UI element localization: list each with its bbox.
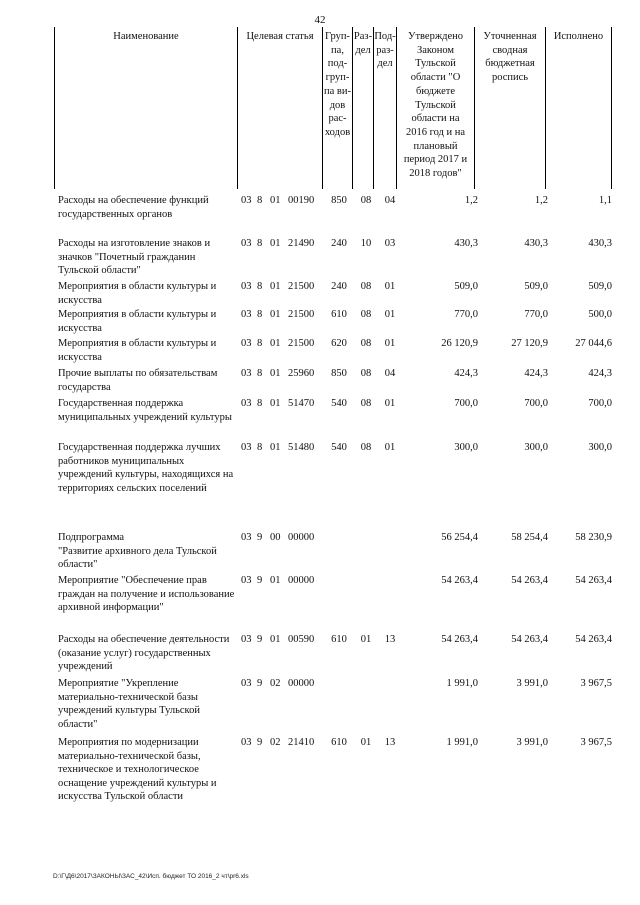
row-subsection: 01 [384, 398, 396, 409]
row-approved: 770,0 [454, 309, 478, 320]
row-subprogram: 9 [257, 634, 263, 645]
row-program: 03 [241, 238, 252, 249]
row-section: 08 [360, 195, 372, 206]
row-executed: 54 263,4 [575, 575, 612, 586]
row-event: 02 [270, 737, 281, 748]
row-executed: 3 967,5 [580, 737, 612, 748]
row-name: Мероприятия в области культуры и искусства [58, 309, 217, 334]
row-group: 240 [331, 238, 347, 249]
header-executed: Исполнено [545, 27, 612, 189]
row-direction: 51480 [288, 442, 315, 453]
row-executed: 700,0 [588, 398, 612, 409]
row-event: 01 [270, 195, 281, 206]
header-subsection: Под- раз- дел [373, 27, 396, 189]
row-program: 03 [241, 634, 252, 645]
row-subprogram: 9 [257, 575, 263, 586]
row-approved: 424,3 [454, 368, 478, 379]
row-subsection: 01 [384, 309, 396, 320]
row-approved: 430,3 [454, 238, 478, 249]
file-path-footer: D:\Г\Д6\2017\ЗАКОНЫ\ЗАС_42\Исп. бюджет ТО 2016_2 чт\pr6.xls [53, 873, 249, 880]
row-executed: 509,0 [588, 281, 612, 292]
row-refined: 300,0 [524, 442, 548, 453]
row-name: Расходы на изготовление знаков и значков "Почетный гражданин Тульской области" [58, 238, 211, 277]
row-group: 610 [331, 634, 347, 645]
row-approved: 509,0 [454, 281, 478, 292]
row-executed: 500,0 [588, 309, 612, 320]
row-subsection: 13 [384, 634, 396, 645]
header-target: Целевая статья [237, 27, 322, 189]
row-group: 610 [331, 737, 347, 748]
header-refined: Уточненная сводная бюджетная роспись [474, 27, 545, 189]
row-event: 01 [270, 281, 281, 292]
row-direction: 21500 [288, 281, 315, 292]
row-section: 01 [360, 634, 372, 645]
row-executed: 54 263,4 [575, 634, 612, 645]
row-name: Государственная поддержка лучших работников муниципальных учреждений культуры, находящихся на территориях сельских поселений [58, 442, 234, 494]
row-refined: 700,0 [524, 398, 548, 409]
row-name: Подпрограмма "Развитие архивного дела Тульской области" [58, 532, 217, 571]
row-program: 03 [241, 195, 252, 206]
row-name: Мероприятия в области культуры и искусства [58, 338, 217, 363]
row-section: 08 [360, 368, 372, 379]
row-subprogram: 8 [257, 398, 263, 409]
row-executed: 424,3 [588, 368, 612, 379]
row-name: Мероприятия по модернизации материально-технической базы, техническое и технологическое оснащение учреждений культуры и искусства Тульской области [58, 737, 217, 803]
page-number: 42 [314, 14, 326, 26]
row-section: 01 [360, 737, 372, 748]
row-direction: 21410 [288, 737, 315, 748]
row-group: 850 [331, 195, 347, 206]
row-event: 01 [270, 442, 281, 453]
row-section: 08 [360, 398, 372, 409]
row-refined: 3 991,0 [516, 737, 548, 748]
row-subprogram: 8 [257, 338, 263, 349]
row-program: 03 [241, 281, 252, 292]
row-approved: 1,2 [464, 195, 478, 206]
row-subsection: 01 [384, 442, 396, 453]
row-executed: 3 967,5 [580, 678, 612, 689]
row-subsection: 13 [384, 737, 396, 748]
row-event: 01 [270, 575, 281, 586]
row-approved: 56 254,4 [441, 532, 478, 543]
row-subsection: 04 [384, 195, 396, 206]
row-program: 03 [241, 368, 252, 379]
row-executed: 300,0 [588, 442, 612, 453]
row-subprogram: 8 [257, 238, 263, 249]
row-direction: 21490 [288, 238, 315, 249]
row-approved: 54 263,4 [441, 575, 478, 586]
row-direction: 51470 [288, 398, 315, 409]
row-subsection: 01 [384, 281, 396, 292]
row-approved: 1 991,0 [446, 678, 478, 689]
row-program: 03 [241, 532, 252, 543]
row-refined: 58 254,4 [511, 532, 548, 543]
row-program: 03 [241, 309, 252, 320]
row-subprogram: 8 [257, 309, 263, 320]
row-subprogram: 8 [257, 368, 263, 379]
row-name: Расходы на обеспечение деятельности (оказание услуг) государственных учреждений [58, 634, 230, 673]
row-group: 540 [331, 398, 347, 409]
row-program: 03 [241, 398, 252, 409]
row-name: Мероприятия в области культуры и искусства [58, 281, 217, 306]
row-event: 01 [270, 398, 281, 409]
row-refined: 509,0 [524, 281, 548, 292]
row-program: 03 [241, 338, 252, 349]
row-name: Государственная поддержка муниципальных учреждений культуры [58, 398, 232, 423]
row-event: 01 [270, 338, 281, 349]
row-event: 01 [270, 238, 281, 249]
row-refined: 770,0 [524, 309, 548, 320]
row-group: 240 [331, 281, 347, 292]
row-refined: 1,2 [534, 195, 548, 206]
row-group: 850 [331, 368, 347, 379]
row-subsection: 04 [384, 368, 396, 379]
row-approved: 54 263,4 [441, 634, 478, 645]
header-group: Груп- па, под- груп- па ви- дов рас- ходов [322, 27, 352, 189]
row-section: 08 [360, 309, 372, 320]
row-direction: 00190 [288, 195, 315, 206]
header-approved: Утверждено Законом Тульской области "О бюджете Тульской области на 2016 год и на плановый период 2017 и 2018 годов" [396, 27, 474, 189]
row-refined: 3 991,0 [516, 678, 548, 689]
row-subprogram: 8 [257, 442, 263, 453]
row-approved: 1 991,0 [446, 737, 478, 748]
row-executed: 1,1 [598, 195, 612, 206]
row-section: 08 [360, 442, 372, 453]
row-program: 03 [241, 678, 252, 689]
row-group: 540 [331, 442, 347, 453]
row-executed: 430,3 [588, 238, 612, 249]
row-name: Мероприятие "Обеспечение прав граждан на получение и использование архивной информации" [58, 575, 235, 614]
row-refined: 27 120,9 [511, 338, 548, 349]
row-approved: 300,0 [454, 442, 478, 453]
row-name: Расходы на обеспечение функций государственных органов [58, 195, 209, 220]
row-subprogram: 9 [257, 678, 263, 689]
row-subsection: 01 [384, 338, 396, 349]
row-program: 03 [241, 442, 252, 453]
row-section: 08 [360, 338, 372, 349]
row-approved: 26 120,9 [441, 338, 478, 349]
row-subsection: 03 [384, 238, 396, 249]
row-event: 02 [270, 678, 281, 689]
row-group: 620 [331, 338, 347, 349]
row-direction: 21500 [288, 338, 315, 349]
row-executed: 58 230,9 [575, 532, 612, 543]
row-program: 03 [241, 575, 252, 586]
row-executed: 27 044,6 [575, 338, 612, 349]
row-direction: 00000 [288, 678, 315, 689]
row-event: 01 [270, 368, 281, 379]
row-program: 03 [241, 737, 252, 748]
row-direction: 21500 [288, 309, 315, 320]
row-refined: 430,3 [524, 238, 548, 249]
row-approved: 700,0 [454, 398, 478, 409]
row-group: 610 [331, 309, 347, 320]
row-direction: 25960 [288, 368, 315, 379]
row-event: 00 [270, 532, 281, 543]
header-name: Наименование [54, 27, 237, 189]
row-section: 10 [360, 238, 372, 249]
row-name: Мероприятие "Укрепление материально-технической базы учреждений культуры Тульской области" [58, 678, 200, 730]
header-section: Раз- дел [352, 27, 373, 189]
row-event: 01 [270, 634, 281, 645]
row-name: Прочие выплаты по обязательствам государства [58, 368, 218, 393]
row-subprogram: 8 [257, 195, 263, 206]
row-subprogram: 9 [257, 737, 263, 748]
row-refined: 54 263,4 [511, 634, 548, 645]
row-section: 08 [360, 281, 372, 292]
row-refined: 54 263,4 [511, 575, 548, 586]
row-direction: 00590 [288, 634, 315, 645]
row-subprogram: 8 [257, 281, 263, 292]
row-direction: 00000 [288, 532, 315, 543]
row-subprogram: 9 [257, 532, 263, 543]
row-event: 01 [270, 309, 281, 320]
row-refined: 424,3 [524, 368, 548, 379]
row-direction: 00000 [288, 575, 315, 586]
